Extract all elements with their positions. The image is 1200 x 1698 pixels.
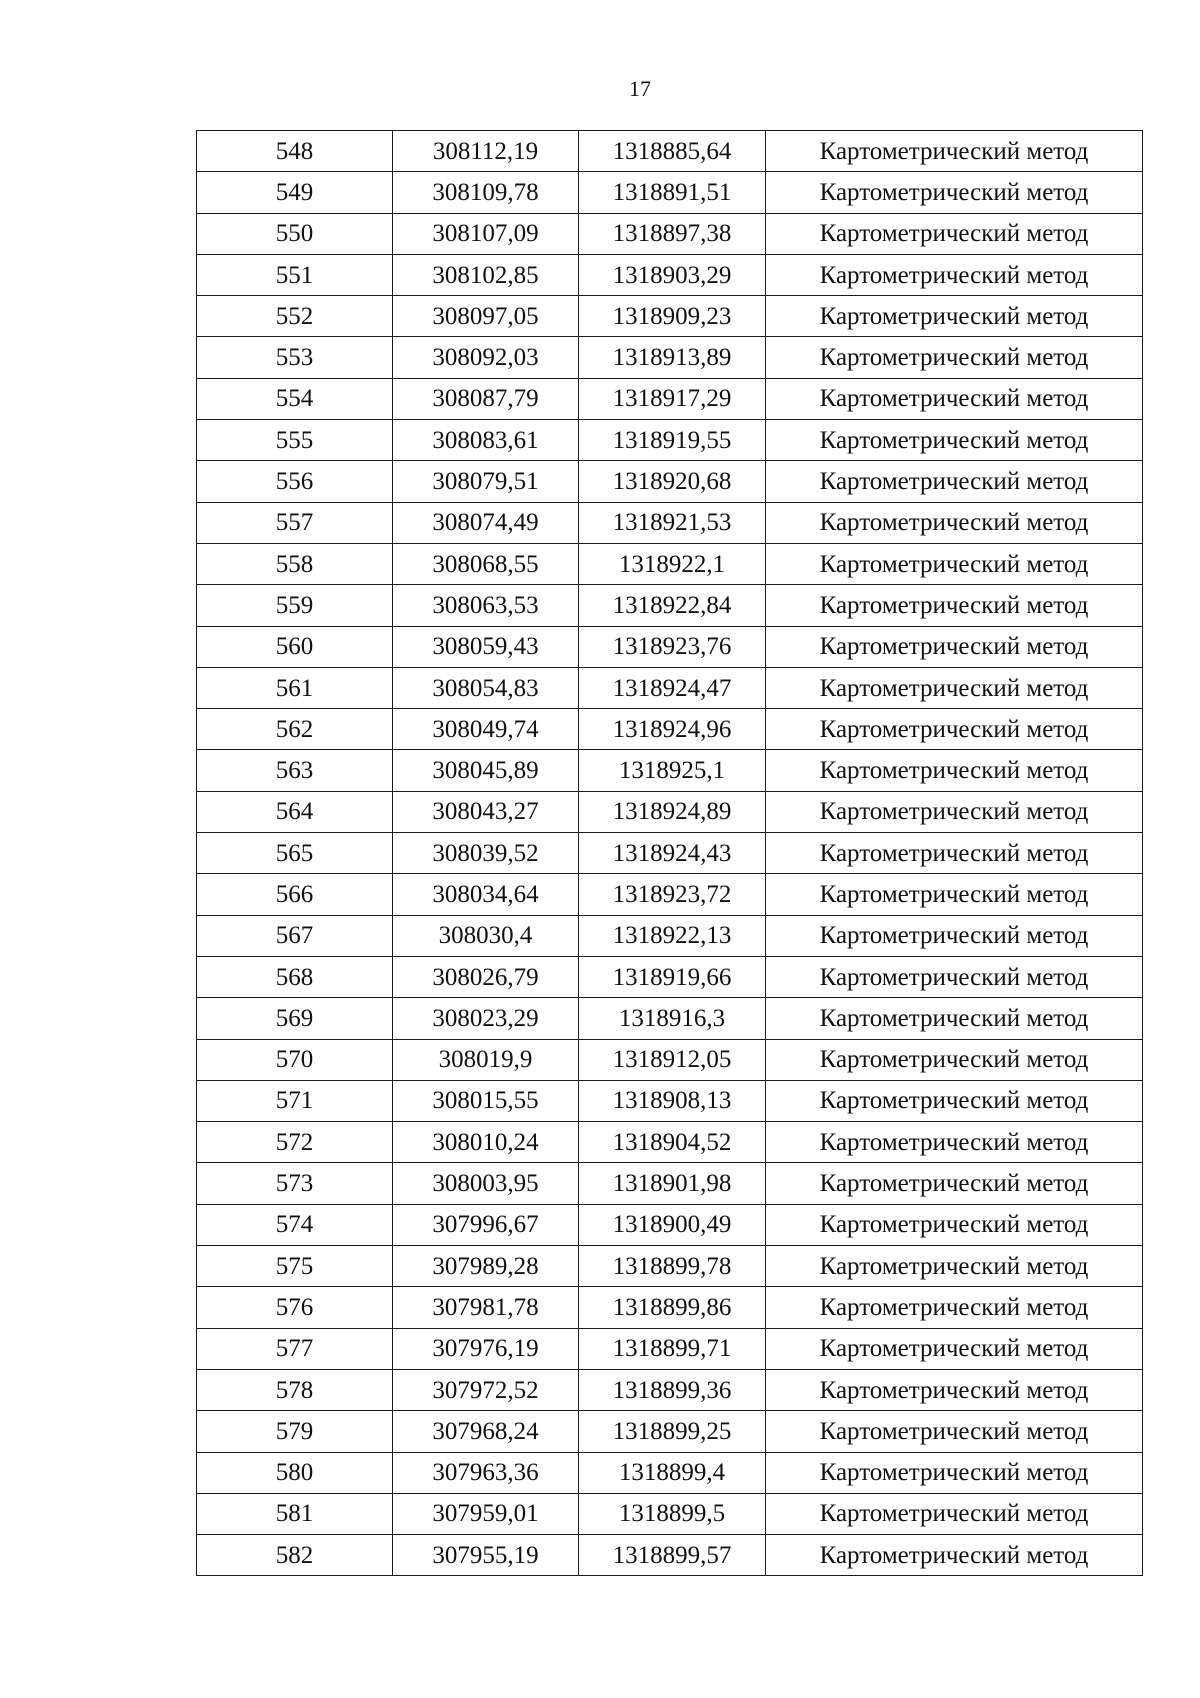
x-coordinate-cell: 308109,78 (393, 172, 579, 213)
x-coordinate-cell: 308092,03 (393, 337, 579, 378)
point-number-cell: 581 (197, 1493, 393, 1534)
x-coordinate-cell: 308015,55 (393, 1080, 579, 1121)
y-coordinate-cell: 1318919,55 (579, 420, 766, 461)
method-cell: Картометрический метод (766, 1452, 1143, 1493)
point-number-cell: 558 (197, 543, 393, 584)
method-cell: Картометрический метод (766, 296, 1143, 337)
x-coordinate-cell: 308019,9 (393, 1039, 579, 1080)
y-coordinate-cell: 1318885,64 (579, 131, 766, 172)
point-number-cell: 553 (197, 337, 393, 378)
method-cell: Картометрический метод (766, 791, 1143, 832)
coordinates-table-container (196, 130, 1142, 1576)
point-number-cell: 554 (197, 378, 393, 419)
y-coordinate-cell: 1318924,96 (579, 709, 766, 750)
x-coordinate-cell: 308030,4 (393, 915, 579, 956)
table-row (197, 1328, 1143, 1369)
x-coordinate-cell: 308003,95 (393, 1163, 579, 1204)
y-coordinate-cell: 1318899,86 (579, 1287, 766, 1328)
table-row (197, 543, 1143, 584)
method-cell: Картометрический метод (766, 543, 1143, 584)
x-coordinate-cell: 308068,55 (393, 543, 579, 584)
method-cell: Картометрический метод (766, 833, 1143, 874)
x-coordinate-cell: 308102,85 (393, 254, 579, 295)
point-number-cell: 564 (197, 791, 393, 832)
method-cell: Картометрический метод (766, 626, 1143, 667)
table-row (197, 833, 1143, 874)
point-number-cell: 550 (197, 213, 393, 254)
point-number-cell: 565 (197, 833, 393, 874)
method-cell: Картометрический метод (766, 1535, 1143, 1576)
method-cell: Картометрический метод (766, 998, 1143, 1039)
x-coordinate-cell: 308043,27 (393, 791, 579, 832)
point-number-cell: 551 (197, 254, 393, 295)
point-number-cell: 555 (197, 420, 393, 461)
x-coordinate-cell: 308097,05 (393, 296, 579, 337)
table-row (197, 1246, 1143, 1287)
x-coordinate-cell: 307972,52 (393, 1369, 579, 1410)
x-coordinate-cell: 307955,19 (393, 1535, 579, 1576)
y-coordinate-cell: 1318899,25 (579, 1411, 766, 1452)
y-coordinate-cell: 1318908,13 (579, 1080, 766, 1121)
point-number-cell: 562 (197, 709, 393, 750)
point-number-cell: 552 (197, 296, 393, 337)
method-cell: Картометрический метод (766, 502, 1143, 543)
method-cell: Картометрический метод (766, 213, 1143, 254)
x-coordinate-cell: 308083,61 (393, 420, 579, 461)
table-row (197, 213, 1143, 254)
table-row (197, 1163, 1143, 1204)
y-coordinate-cell: 1318899,5 (579, 1493, 766, 1534)
x-coordinate-cell: 308059,43 (393, 626, 579, 667)
y-coordinate-cell: 1318922,1 (579, 543, 766, 584)
table-row (197, 585, 1143, 626)
method-cell: Картометрический метод (766, 915, 1143, 956)
table-row (197, 791, 1143, 832)
table-row (197, 1369, 1143, 1410)
x-coordinate-cell: 308049,74 (393, 709, 579, 750)
method-cell: Картометрический метод (766, 750, 1143, 791)
y-coordinate-cell: 1318921,53 (579, 502, 766, 543)
y-coordinate-cell: 1318922,13 (579, 915, 766, 956)
table-row (197, 956, 1143, 997)
y-coordinate-cell: 1318899,78 (579, 1246, 766, 1287)
point-number-cell: 576 (197, 1287, 393, 1328)
x-coordinate-cell: 307989,28 (393, 1246, 579, 1287)
method-cell: Картометрический метод (766, 1328, 1143, 1369)
x-coordinate-cell: 308063,53 (393, 585, 579, 626)
table-row (197, 1287, 1143, 1328)
y-coordinate-cell: 1318900,49 (579, 1204, 766, 1245)
x-coordinate-cell: 308079,51 (393, 461, 579, 502)
table-row (197, 874, 1143, 915)
point-number-cell: 566 (197, 874, 393, 915)
point-number-cell: 561 (197, 667, 393, 708)
method-cell: Картометрический метод (766, 1411, 1143, 1452)
x-coordinate-cell: 307981,78 (393, 1287, 579, 1328)
table-row (197, 502, 1143, 543)
x-coordinate-cell: 308026,79 (393, 956, 579, 997)
method-cell: Картометрический метод (766, 131, 1143, 172)
method-cell: Картометрический метод (766, 1287, 1143, 1328)
point-number-cell: 580 (197, 1452, 393, 1493)
point-number-cell: 557 (197, 502, 393, 543)
method-cell: Картометрический метод (766, 378, 1143, 419)
table-row (197, 750, 1143, 791)
x-coordinate-cell: 308023,29 (393, 998, 579, 1039)
method-cell: Картометрический метод (766, 1493, 1143, 1534)
point-number-cell: 548 (197, 131, 393, 172)
point-number-cell: 579 (197, 1411, 393, 1452)
table-row (197, 998, 1143, 1039)
point-number-cell: 573 (197, 1163, 393, 1204)
y-coordinate-cell: 1318897,38 (579, 213, 766, 254)
x-coordinate-cell: 308074,49 (393, 502, 579, 543)
x-coordinate-cell: 308039,52 (393, 833, 579, 874)
method-cell: Картометрический метод (766, 420, 1143, 461)
method-cell: Картометрический метод (766, 1122, 1143, 1163)
y-coordinate-cell: 1318899,4 (579, 1452, 766, 1493)
x-coordinate-cell: 307976,19 (393, 1328, 579, 1369)
x-coordinate-cell: 308010,24 (393, 1122, 579, 1163)
method-cell: Картометрический метод (766, 1204, 1143, 1245)
table-row (197, 296, 1143, 337)
y-coordinate-cell: 1318923,72 (579, 874, 766, 915)
y-coordinate-cell: 1318909,23 (579, 296, 766, 337)
y-coordinate-cell: 1318924,43 (579, 833, 766, 874)
table-row (197, 1493, 1143, 1534)
y-coordinate-cell: 1318891,51 (579, 172, 766, 213)
table-row (197, 667, 1143, 708)
y-coordinate-cell: 1318922,84 (579, 585, 766, 626)
table-row (197, 1452, 1143, 1493)
point-number-cell: 571 (197, 1080, 393, 1121)
table-row (197, 172, 1143, 213)
table-row (197, 1204, 1143, 1245)
point-number-cell: 575 (197, 1246, 393, 1287)
method-cell: Картометрический метод (766, 1369, 1143, 1410)
point-number-cell: 563 (197, 750, 393, 791)
table-row (197, 461, 1143, 502)
y-coordinate-cell: 1318904,52 (579, 1122, 766, 1163)
y-coordinate-cell: 1318899,57 (579, 1535, 766, 1576)
y-coordinate-cell: 1318912,05 (579, 1039, 766, 1080)
point-number-cell: 569 (197, 998, 393, 1039)
point-number-cell: 556 (197, 461, 393, 502)
x-coordinate-cell: 307959,01 (393, 1493, 579, 1534)
method-cell: Картометрический метод (766, 1246, 1143, 1287)
y-coordinate-cell: 1318899,71 (579, 1328, 766, 1369)
method-cell: Картометрический метод (766, 1080, 1143, 1121)
y-coordinate-cell: 1318899,36 (579, 1369, 766, 1410)
method-cell: Картометрический метод (766, 1163, 1143, 1204)
x-coordinate-cell: 308107,09 (393, 213, 579, 254)
coordinates-table (196, 130, 1143, 1576)
method-cell: Картометрический метод (766, 585, 1143, 626)
x-coordinate-cell: 307963,36 (393, 1452, 579, 1493)
method-cell: Картометрический метод (766, 709, 1143, 750)
point-number-cell: 582 (197, 1535, 393, 1576)
point-number-cell: 549 (197, 172, 393, 213)
point-number-cell: 570 (197, 1039, 393, 1080)
x-coordinate-cell: 307996,67 (393, 1204, 579, 1245)
y-coordinate-cell: 1318920,68 (579, 461, 766, 502)
table-row (197, 626, 1143, 667)
method-cell: Картометрический метод (766, 337, 1143, 378)
y-coordinate-cell: 1318919,66 (579, 956, 766, 997)
table-row (197, 131, 1143, 172)
point-number-cell: 578 (197, 1369, 393, 1410)
point-number-cell: 560 (197, 626, 393, 667)
method-cell: Картометрический метод (766, 172, 1143, 213)
table-row (197, 1039, 1143, 1080)
table-row (197, 254, 1143, 295)
method-cell: Картометрический метод (766, 254, 1143, 295)
x-coordinate-cell: 308112,19 (393, 131, 579, 172)
method-cell: Картометрический метод (766, 461, 1143, 502)
x-coordinate-cell: 308087,79 (393, 378, 579, 419)
table-row (197, 1535, 1143, 1576)
table-row (197, 1080, 1143, 1121)
point-number-cell: 559 (197, 585, 393, 626)
y-coordinate-cell: 1318903,29 (579, 254, 766, 295)
method-cell: Картометрический метод (766, 874, 1143, 915)
y-coordinate-cell: 1318913,89 (579, 337, 766, 378)
table-row (197, 337, 1143, 378)
table-row (197, 709, 1143, 750)
coordinates-table-body (197, 131, 1143, 1576)
x-coordinate-cell: 308045,89 (393, 750, 579, 791)
x-coordinate-cell: 307968,24 (393, 1411, 579, 1452)
method-cell: Картометрический метод (766, 956, 1143, 997)
point-number-cell: 567 (197, 915, 393, 956)
point-number-cell: 574 (197, 1204, 393, 1245)
table-row (197, 915, 1143, 956)
x-coordinate-cell: 308034,64 (393, 874, 579, 915)
method-cell: Картометрический метод (766, 1039, 1143, 1080)
table-row (197, 1411, 1143, 1452)
y-coordinate-cell: 1318925,1 (579, 750, 766, 791)
y-coordinate-cell: 1318901,98 (579, 1163, 766, 1204)
table-row (197, 378, 1143, 419)
table-row (197, 420, 1143, 461)
y-coordinate-cell: 1318924,47 (579, 667, 766, 708)
point-number-cell: 572 (197, 1122, 393, 1163)
y-coordinate-cell: 1318917,29 (579, 378, 766, 419)
y-coordinate-cell: 1318923,76 (579, 626, 766, 667)
point-number-cell: 568 (197, 956, 393, 997)
method-cell: Картометрический метод (766, 667, 1143, 708)
point-number-cell: 577 (197, 1328, 393, 1369)
x-coordinate-cell: 308054,83 (393, 667, 579, 708)
y-coordinate-cell: 1318924,89 (579, 791, 766, 832)
page-number: 17 (629, 76, 651, 101)
y-coordinate-cell: 1318916,3 (579, 998, 766, 1039)
table-row (197, 1122, 1143, 1163)
